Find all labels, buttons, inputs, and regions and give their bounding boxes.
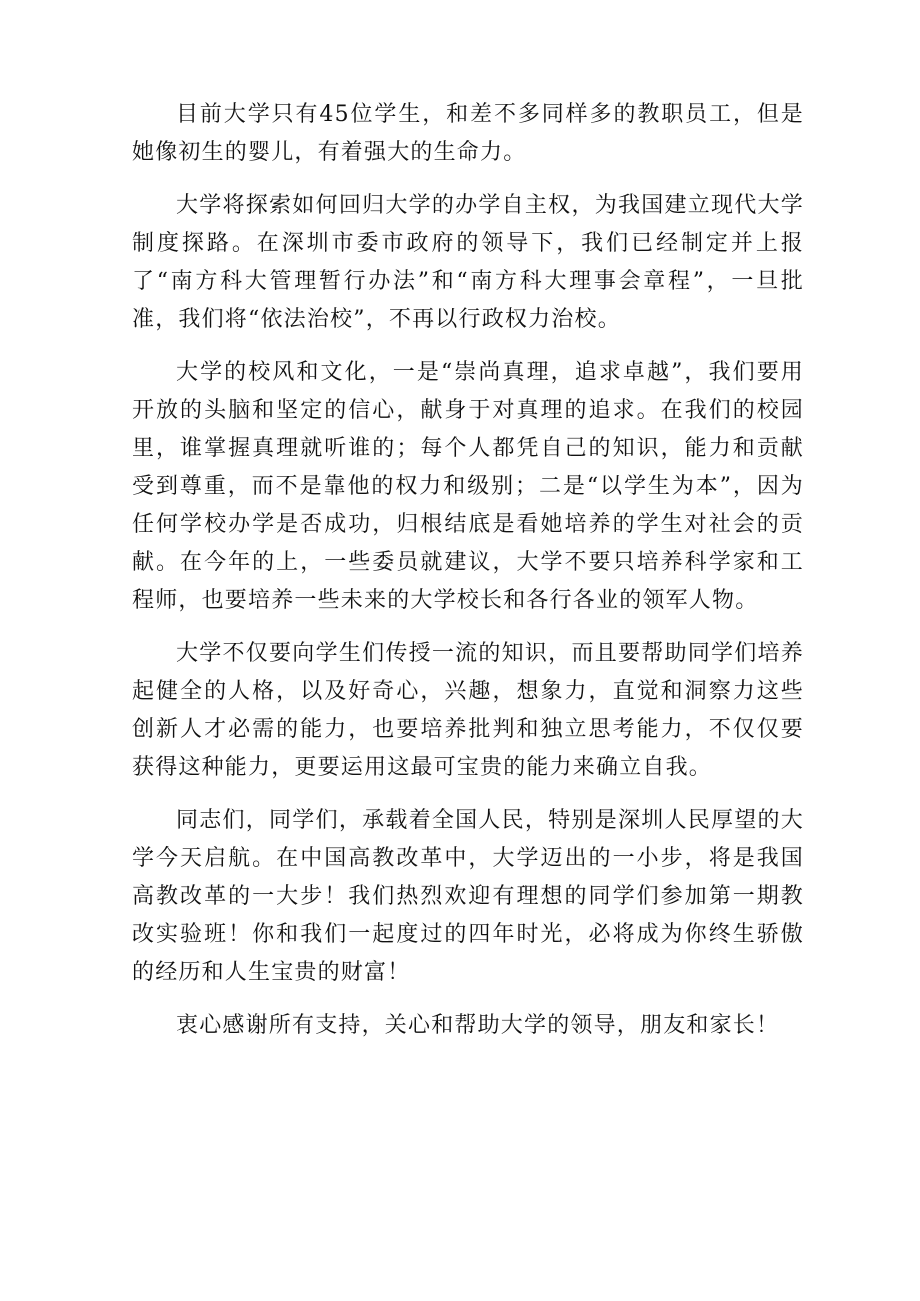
paragraph-student-count: 目前大学只有45位学生，和差不多同样多的教职员工，但是她像初生的婴儿，有着强大的生命力。 <box>132 102 804 165</box>
document-body <box>132 96 804 1060</box>
paragraph-thanks: 衷心感谢所有支持，关心和帮助大学的领导，朋友和家长！ <box>176 1013 780 1038</box>
paragraph-education-goals: 大学不仅要向学生们传授一流的知识，而且要帮助同学们培养起健全的人格，以及好奇心，兴趣，想象力，直觉和洞察力这些创新人才必需的能力，也要培养批判和独立思考能力，不仅仅要获得这种能力，更要运用这最可宝贵的能力来确立自我。 <box>132 641 804 780</box>
paragraph-autonomy: 大学将探索如何回归大学的办学自主权，为我国建立现代大学制度探路。在深圳市委市政府的领导下，我们已经制定并上报了“南方科大管理暂行办法”和“南方科大理事会章程”，一旦批准，我们将“依法治校”，不再以行政权力治校。 <box>132 193 804 332</box>
paragraph-launch: 同志们，同学们，承载着全国人民，特别是深圳人民厚望的大学今天启航。在中国高教改革中，大学迈出的一小步，将是我国高教改革的一大步！我们热烈欢迎有理想的同学们参加第一期教改实验班！你和我们一起度过的四年时光，必将成为你终生骄傲的经历和人生宝贵的财富！ <box>132 808 804 985</box>
paragraph-campus-culture: 大学的校风和文化，一是“崇尚真理，追求卓越”，我们要用开放的头脑和坚定的信心，献身于对真理的追求。在我们的校园里，谁掌握真理就听谁的；每个人都凭自己的知识，能力和贡献受到尊重，而不是靠他的权力和级别；二是“以学生为本”，因为任何学校办学是否成功，归根结底是看她培养的学生对社会的贡献。在今年的上，一些委员就建议，大学不要只培养科学家和工程师，也要培养一些未来的大学校长和各行各业的领军人物。 <box>132 360 804 613</box>
